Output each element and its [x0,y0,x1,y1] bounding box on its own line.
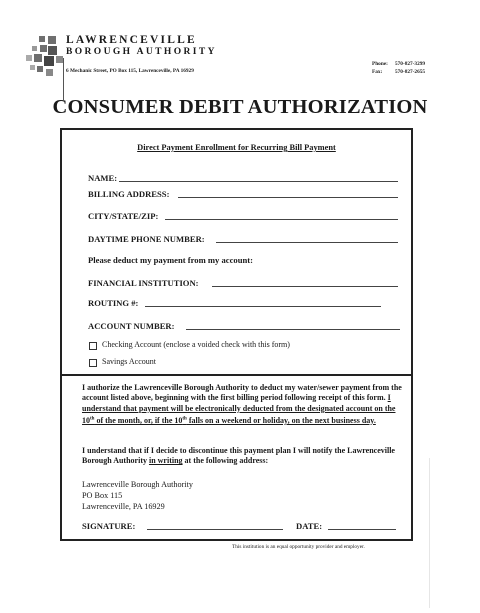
financial-institution-label: FINANCIAL INSTITUTION: [88,278,199,288]
scan-edge-mark [429,458,430,608]
understanding-part-1: I understand that payment will be electronically deducted from the designated account on the 10 [82,393,396,425]
name-label: NAME: [88,173,118,183]
discontinue-part-1: I understand that if I decide to discontinue this payment plan I will notify the Lawrenceville Borough Authority [82,446,395,466]
org-address: 6 Mechanic Street, PO Box 115, Lawrenceville, PA 16929 [66,68,194,74]
date-field[interactable] [328,529,396,530]
daytime-phone-label: DAYTIME PHONE NUMBER: [88,234,205,244]
account-number-label: ACCOUNT NUMBER: [88,321,175,331]
footer-notice: This institution is an equal opportunity provider and employer. [232,544,365,550]
fax-label: Fax: [372,69,383,75]
in-writing-text: in writing [148,456,183,466]
savings-checkbox[interactable] [89,359,97,367]
ordinal-suffix-1: th [90,416,95,422]
account-number-field[interactable] [186,329,400,330]
savings-label: Savings Account [102,357,156,366]
borough-logo [26,36,66,78]
city-state-zip-label: CITY/STATE/ZIP: [88,211,159,221]
ordinal-suffix-2: th [182,416,187,422]
understanding-part-3: falls on a weekend or holiday, on the next business day. [186,415,376,425]
page-title: CONSUMER DEBIT AUTHORIZATION [52,96,428,118]
discontinue-part-2: at the following address: [182,456,269,466]
date-label: DATE: [296,521,323,531]
authorization-text [82,383,404,426]
contact-block [372,60,425,76]
fax-number: 570-827-2655 [395,69,426,75]
name-field[interactable] [119,181,398,182]
billing-address-field[interactable] [178,197,398,198]
routing-field[interactable] [145,306,381,307]
header-rule [63,58,64,100]
authorization-sentence: I authorize the Lawrenceville Borough Authority to deduct my water/sewer payment from the account listed above, beginning with the first billing period following receipt of this form. [82,383,402,403]
mail-line-3: Lawrenceville, PA 16929 [82,502,165,511]
checking-checkbox[interactable] [89,342,97,350]
signature-field[interactable] [147,529,283,530]
signature-label: SIGNATURE: [82,521,136,531]
org-name-line1: LAWRENCEVILLE [66,34,197,46]
financial-institution-field[interactable] [212,286,398,287]
daytime-phone-field[interactable] [216,242,398,243]
phone-label: Phone: [372,61,388,67]
routing-label: ROUTING #: [88,298,139,308]
checking-label: Checking Account (enclose a voided check with this form) [102,340,290,349]
mail-line-1: Lawrenceville Borough Authority [82,480,193,489]
form-subtitle: Direct Payment Enrollment for Recurring Bill Payment [137,143,336,152]
deduct-instruction: Please deduct my payment from my account: [88,255,254,265]
mail-line-2: PO Box 115 [82,491,123,500]
billing-address-label: BILLING ADDRESS: [88,189,170,199]
city-state-zip-field[interactable] [165,219,398,220]
section-divider [60,374,413,376]
discontinue-text [82,446,404,467]
mailing-address [82,479,193,512]
understanding-part-2: of the month, or, if the 10 [94,415,183,425]
phone-number: 570-827-3299 [395,61,426,67]
org-name-line2: BOROUGH AUTHORITY [66,47,217,57]
